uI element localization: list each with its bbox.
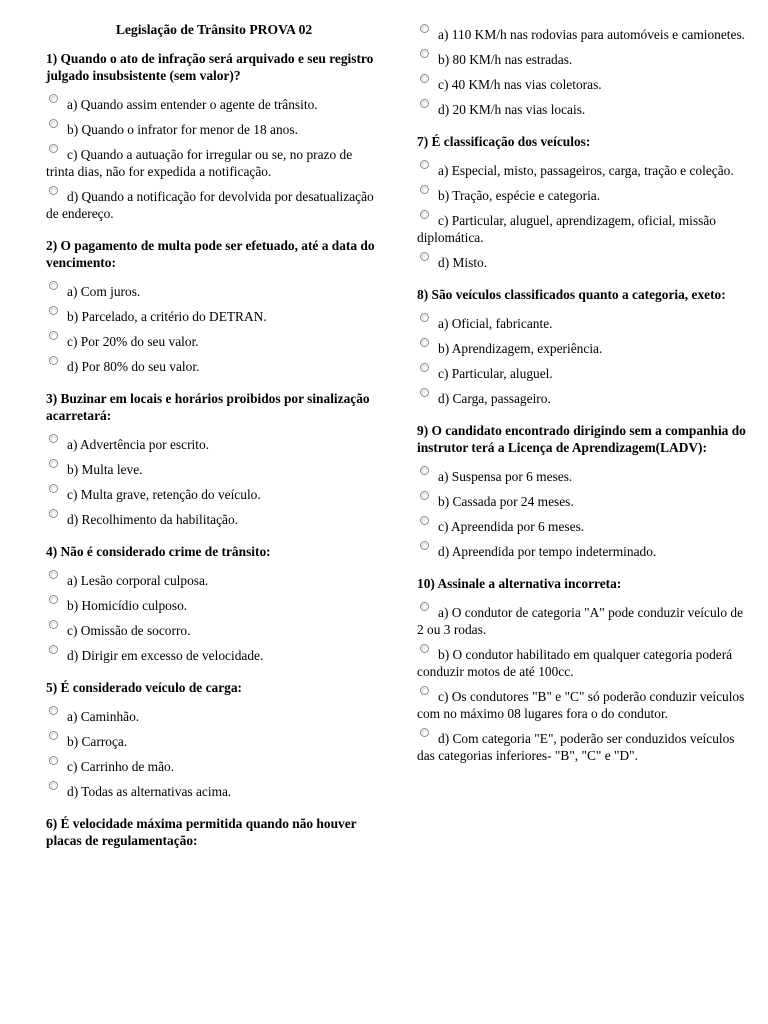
radio-icon[interactable] bbox=[49, 620, 58, 629]
radio-icon[interactable] bbox=[420, 313, 429, 322]
option-10a[interactable] bbox=[417, 604, 747, 638]
option-7c[interactable] bbox=[417, 212, 747, 246]
radio-icon[interactable] bbox=[420, 686, 429, 695]
radio-icon[interactable] bbox=[49, 306, 58, 315]
option-label: b) Multa leve. bbox=[67, 462, 143, 477]
option-label: a) Advertência por escrito. bbox=[67, 437, 210, 452]
left-column bbox=[46, 20, 382, 861]
radio-icon[interactable] bbox=[49, 756, 58, 765]
option-label: a) Oficial, fabricante. bbox=[438, 316, 553, 331]
radio-icon[interactable] bbox=[49, 570, 58, 579]
option-1c[interactable] bbox=[46, 146, 382, 180]
option-6d[interactable] bbox=[417, 101, 747, 118]
option-4d[interactable] bbox=[46, 647, 382, 664]
question-9: 9) O candidato encontrado dirigindo sem a companhia do instrutor terá a Licença de Aprendizagem(LADV): bbox=[417, 423, 746, 455]
radio-icon[interactable] bbox=[420, 210, 429, 219]
option-label: b) 80 KM/h nas estradas. bbox=[438, 52, 573, 67]
radio-icon[interactable] bbox=[420, 363, 429, 372]
option-label: d) Misto. bbox=[438, 255, 488, 270]
option-7d[interactable] bbox=[417, 254, 747, 271]
option-label: d) Dirigir em excesso de velocidade. bbox=[67, 648, 264, 663]
option-8a[interactable] bbox=[417, 315, 747, 332]
option-9b[interactable] bbox=[417, 493, 747, 510]
option-label: d) Carga, passageiro. bbox=[438, 391, 551, 406]
question-4: 4) Não é considerado crime de trânsito: bbox=[46, 544, 271, 559]
radio-icon[interactable] bbox=[420, 74, 429, 83]
option-9c[interactable] bbox=[417, 518, 747, 535]
option-label: d) Todas as alternativas acima. bbox=[67, 784, 232, 799]
option-label: d) Por 80% do seu valor. bbox=[67, 359, 200, 374]
option-label: c) Por 20% do seu valor. bbox=[67, 334, 199, 349]
question-10: 10) Assinale a alternativa incorreta: bbox=[417, 576, 622, 591]
radio-icon[interactable] bbox=[49, 331, 58, 340]
option-label: b) Quando o infrator for menor de 18 anos. bbox=[67, 122, 298, 137]
option-label: c) Particular, aluguel, aprendizagem, oficial, missão diplomática. bbox=[417, 213, 716, 245]
option-label: d) Recolhimento da habilitação. bbox=[67, 512, 239, 527]
option-7a[interactable] bbox=[417, 162, 747, 179]
radio-icon[interactable] bbox=[49, 706, 58, 715]
option-label: c) Apreendida por 6 meses. bbox=[438, 519, 585, 534]
radio-icon[interactable] bbox=[420, 24, 429, 33]
radio-icon[interactable] bbox=[49, 484, 58, 493]
options-5 bbox=[46, 708, 382, 800]
radio-icon[interactable] bbox=[420, 160, 429, 169]
radio-icon[interactable] bbox=[49, 186, 58, 195]
question-3: 3) Buzinar em locais e horários proibidos por sinalização acarretará: bbox=[46, 391, 370, 423]
question-8: 8) São veículos classificados quanto a categoria, exeto: bbox=[417, 287, 726, 302]
option-label: a) Com juros. bbox=[67, 284, 141, 299]
option-label: c) Multa grave, retenção do veículo. bbox=[67, 487, 261, 502]
question-2: 2) O pagamento de multa pode ser efetuado, até a data do vencimento: bbox=[46, 238, 375, 270]
options-8 bbox=[417, 315, 747, 407]
option-2a[interactable] bbox=[46, 283, 382, 300]
option-label: a) Especial, misto, passageiros, carga, tração e coleção. bbox=[438, 163, 734, 178]
option-8c[interactable] bbox=[417, 365, 747, 382]
radio-icon[interactable] bbox=[49, 731, 58, 740]
option-label: d) Com categoria "E", poderão ser conduzidos veículos das categorias inferiores- "B", "C" e "D". bbox=[417, 731, 735, 763]
radio-icon[interactable] bbox=[49, 144, 58, 153]
options-1 bbox=[46, 96, 382, 222]
radio-icon[interactable] bbox=[49, 356, 58, 365]
option-6b[interactable] bbox=[417, 51, 747, 68]
option-5d[interactable] bbox=[46, 783, 382, 800]
option-4c[interactable] bbox=[46, 622, 382, 639]
option-4b[interactable] bbox=[46, 597, 382, 614]
option-8b[interactable] bbox=[417, 340, 747, 357]
option-2b[interactable] bbox=[46, 308, 382, 325]
option-label: b) Carroça. bbox=[67, 734, 128, 749]
page-title: Legislação de Trânsito PROVA 02 bbox=[115, 22, 313, 37]
question-6: 6) É velocidade máxima permitida quando não houver placas de regulamentação: bbox=[46, 816, 357, 848]
question-1: 1) Quando o ato de infração será arquivado e seu registro julgado insubsistente (sem valor)? bbox=[46, 51, 374, 83]
radio-icon[interactable] bbox=[49, 434, 58, 443]
radio-icon[interactable] bbox=[49, 459, 58, 468]
radio-icon[interactable] bbox=[420, 49, 429, 58]
option-1a[interactable] bbox=[46, 96, 382, 113]
option-5b[interactable] bbox=[46, 733, 382, 750]
option-label: c) 40 KM/h nas vias coletoras. bbox=[438, 77, 602, 92]
option-label: a) Caminhão. bbox=[67, 709, 140, 724]
option-label: d) Apreendida por tempo indeterminado. bbox=[438, 544, 657, 559]
option-label: d) Quando a notificação for devolvida por desatualização de endereço. bbox=[46, 189, 374, 221]
option-10c[interactable] bbox=[417, 688, 747, 722]
radio-icon[interactable] bbox=[420, 491, 429, 500]
option-label: c) Omissão de socorro. bbox=[67, 623, 191, 638]
option-8d[interactable] bbox=[417, 390, 747, 407]
radio-icon[interactable] bbox=[49, 645, 58, 654]
option-label: a) Quando assim entender o agente de trânsito. bbox=[67, 97, 318, 112]
option-4a[interactable] bbox=[46, 572, 382, 589]
radio-icon[interactable] bbox=[420, 644, 429, 653]
option-5c[interactable] bbox=[46, 758, 382, 775]
option-label: b) Cassada por 24 meses. bbox=[438, 494, 574, 509]
option-label: d) 20 KM/h nas vias locais. bbox=[438, 102, 586, 117]
options-7 bbox=[417, 162, 747, 271]
option-label: a) O condutor de categoria "A" pode conduzir veículo de 2 ou 3 rodas. bbox=[417, 605, 744, 637]
option-label: a) 110 KM/h nas rodovias para automóveis e camionetes. bbox=[438, 27, 746, 42]
option-label: b) O condutor habilitado em qualquer categoria poderá conduzir motos de até 100cc. bbox=[417, 647, 733, 679]
options-6 bbox=[417, 26, 747, 118]
option-label: c) Carrinho de mão. bbox=[67, 759, 175, 774]
radio-icon[interactable] bbox=[420, 728, 429, 737]
radio-icon[interactable] bbox=[420, 185, 429, 194]
option-3c[interactable] bbox=[46, 486, 382, 503]
radio-icon[interactable] bbox=[49, 281, 58, 290]
right-column bbox=[417, 26, 747, 779]
option-label: b) Parcelado, a critério do DETRAN. bbox=[67, 309, 267, 324]
option-2c[interactable] bbox=[46, 333, 382, 350]
radio-icon[interactable] bbox=[420, 252, 429, 261]
option-7b[interactable] bbox=[417, 187, 747, 204]
option-2d[interactable] bbox=[46, 358, 382, 375]
option-10d[interactable] bbox=[417, 730, 747, 764]
radio-icon[interactable] bbox=[49, 94, 58, 103]
radio-icon[interactable] bbox=[420, 99, 429, 108]
option-3d[interactable] bbox=[46, 511, 382, 528]
radio-icon[interactable] bbox=[420, 602, 429, 611]
radio-icon[interactable] bbox=[49, 595, 58, 604]
option-6a[interactable] bbox=[417, 26, 747, 43]
option-9d[interactable] bbox=[417, 543, 747, 560]
option-1b[interactable] bbox=[46, 121, 382, 138]
option-label: b) Aprendizagem, experiência. bbox=[438, 341, 603, 356]
radio-icon[interactable] bbox=[420, 466, 429, 475]
option-label: c) Particular, aluguel. bbox=[438, 366, 553, 381]
option-label: b) Tração, espécie e categoria. bbox=[438, 188, 601, 203]
option-3a[interactable] bbox=[46, 436, 382, 453]
options-3 bbox=[46, 436, 382, 528]
option-5a[interactable] bbox=[46, 708, 382, 725]
radio-icon[interactable] bbox=[49, 781, 58, 790]
options-9 bbox=[417, 468, 747, 560]
option-label: c) Quando a autuação for irregular ou se, no prazo de trinta dias, não for expedida a notificação. bbox=[46, 147, 353, 179]
option-label: b) Homicídio culposo. bbox=[67, 598, 188, 613]
question-7: 7) É classificação dos veículos: bbox=[417, 134, 591, 149]
options-4 bbox=[46, 572, 382, 664]
option-label: a) Suspensa por 6 meses. bbox=[438, 469, 573, 484]
option-9a[interactable] bbox=[417, 468, 747, 485]
option-label: a) Lesão corporal culposa. bbox=[67, 573, 209, 588]
options-2 bbox=[46, 283, 382, 375]
option-3b[interactable] bbox=[46, 461, 382, 478]
option-10b[interactable] bbox=[417, 646, 747, 680]
radio-icon[interactable] bbox=[420, 516, 429, 525]
radio-icon[interactable] bbox=[420, 541, 429, 550]
question-5: 5) É considerado veículo de carga: bbox=[46, 680, 243, 695]
option-label: c) Os condutores "B" e "C" só poderão conduzir veículos com no máximo 08 lugares fora o do condutor. bbox=[417, 689, 745, 721]
options-10 bbox=[417, 604, 747, 764]
option-1d[interactable] bbox=[46, 188, 382, 222]
radio-icon[interactable] bbox=[420, 338, 429, 347]
radio-icon[interactable] bbox=[420, 388, 429, 397]
radio-icon[interactable] bbox=[49, 119, 58, 128]
radio-icon[interactable] bbox=[49, 509, 58, 518]
option-6c[interactable] bbox=[417, 76, 747, 93]
